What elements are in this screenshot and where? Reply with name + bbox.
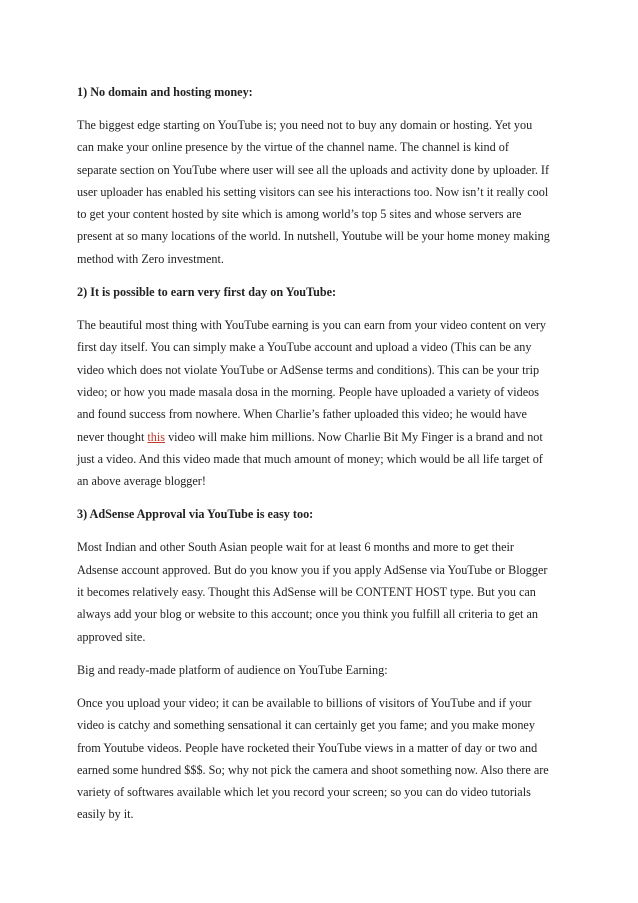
paragraph-line: to get your content hosted by site which is among world’s top 5 sites and whose servers are <box>77 207 522 222</box>
paragraph-line: always add your blog or website to this account; once you think you fulfill all criteria to get an <box>77 607 538 622</box>
paragraph-line: Most Indian and other South Asian people wait for at least 6 months and more to get their <box>77 540 514 555</box>
paragraph-line: The beautiful most thing with YouTube earning is you can earn from your video content on very <box>77 318 547 333</box>
paragraph-line: Once you upload your video; it can be available to billions of visitors of YouTube and if your <box>77 695 532 710</box>
paragraph-line: video is catchy and something sensational it can certainly get you fame; and you make money <box>77 718 535 733</box>
paragraph-line: The biggest edge starting on YouTube is; you need not to buy any domain or hosting. Yet you <box>77 118 533 132</box>
paragraph-line: present at so many locations of the world. In nutshell, Youtube will be your home money making <box>77 229 550 244</box>
paragraph-line: variety of softwares available which let you record your screen; so you can do video tutorials <box>77 785 531 800</box>
paragraph-line: just a video. And this video made that much amount of money; which would be all life target of <box>77 451 543 466</box>
paragraph-line: from Youtube videos. People have rocketed their YouTube views in a matter of day or two and <box>77 740 538 755</box>
paragraph-line: easily by it. <box>77 807 134 822</box>
section-heading-2: 2) It is possible to earn very first day on YouTube: <box>77 285 337 300</box>
section-heading-1: 1) No domain and hosting money: <box>77 85 253 99</box>
section-heading-3: 3) AdSense Approval via YouTube is easy too: <box>77 507 314 522</box>
paragraph-line: it becomes relatively easy. Thought this AdSense will be CONTENT HOST type. But you can <box>77 585 536 600</box>
paragraph-line: can make your online presence by the virtue of the channel name. The channel is kind of <box>77 140 509 155</box>
link-line-before: never thought <box>77 429 148 444</box>
paragraph-line: an above average blogger! <box>77 474 206 489</box>
paragraph-line: separate section on YouTube where user will see all the uploads and activity done by uploader. If <box>77 162 550 177</box>
paragraph-line: video which does not violate YouTube or AdSense terms and conditions). This can be your trip <box>77 362 540 377</box>
paragraph-line: user uploader has enabled his setting visitors can see his interactions too. Now isn’t it really cool <box>77 184 549 199</box>
paragraph-line: approved site. <box>77 629 146 644</box>
paragraph-line: and found success from nowhere. When Charlie’s father uploaded this video; he would have <box>77 407 527 422</box>
paragraph-line: Adsense account approved. But do you know you if you apply AdSense via YouTube or Blogger <box>77 562 548 577</box>
final-paragraph <box>77 692 578 826</box>
paragraph-line: video; or how you made masala dosa in the morning. People have uploaded a variety of videos <box>77 384 539 399</box>
section-paragraph-1 <box>77 114 578 270</box>
paragraph-line: earned some hundred $$$. So; why not pick the camera and shoot something now. Also there are <box>77 762 549 777</box>
section-paragraph-2 <box>77 314 578 492</box>
audience-subheading: Big and ready-made platform of audience on YouTube Earning: <box>77 662 388 677</box>
paragraph-line-with-link <box>77 426 578 448</box>
link-line-after: video will make him millions. Now Charlie Bit My Finger is a brand and not <box>165 429 543 444</box>
paragraph-line: method with Zero investment. <box>77 251 224 266</box>
paragraph-line: first day itself. You can simply make a YouTube account and upload a video (This can be any <box>77 340 532 355</box>
this-video-link[interactable]: this <box>147 429 166 444</box>
section-paragraph-3 <box>77 536 578 647</box>
